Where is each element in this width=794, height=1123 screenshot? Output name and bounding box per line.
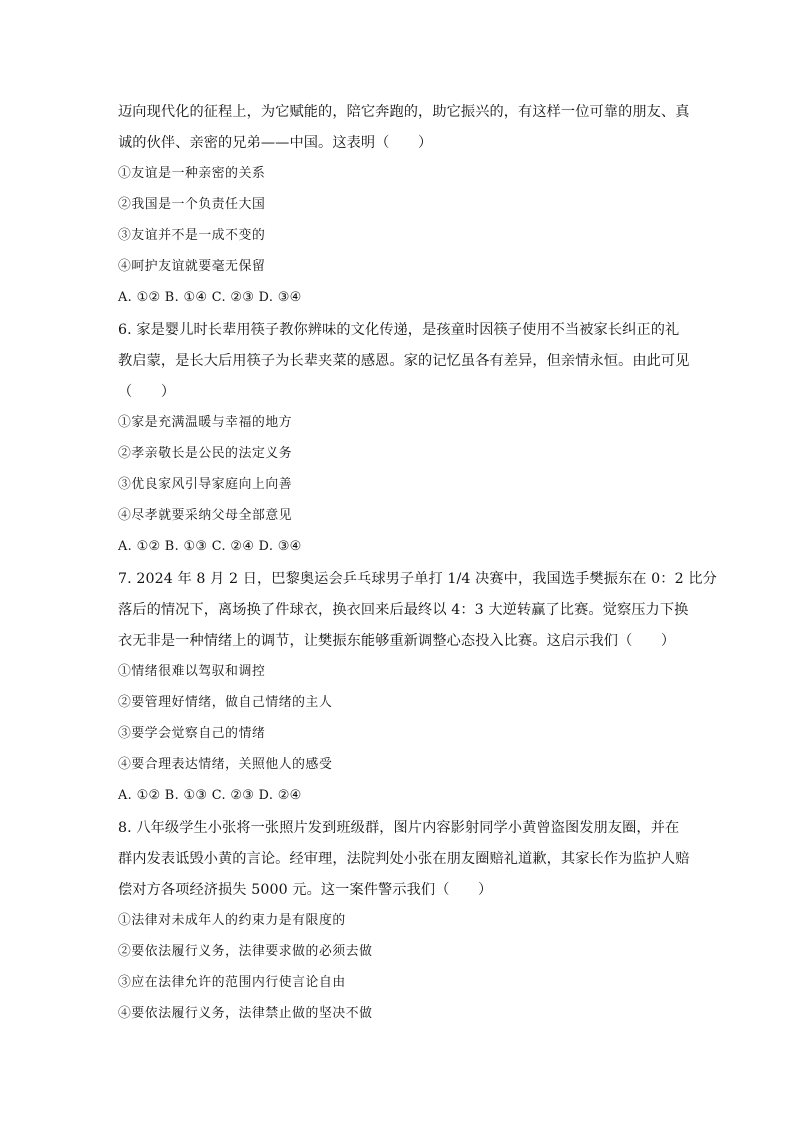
question-8-statement-3: ③应在法律允许的范围内行使言论自由: [118, 975, 346, 990]
question-5-statement-1: ①友谊是一种亲密的关系: [118, 166, 266, 181]
question-6-statement-3: ③优良家风引导家庭向上向善: [118, 477, 293, 492]
question-5-stem-line-2: 诚的伙伴、亲密的兄弟——中国。这表明（ ）: [118, 135, 433, 151]
question-6-statement-1: ①家是充满温暖与幸福的地方: [118, 415, 293, 430]
question-8-statement-2: ②要依法履行义务，法律要求做的必须去做: [118, 944, 373, 959]
question-6-answer-choices: A. ①② B. ①③ C. ②④ D. ③④: [118, 539, 302, 554]
question-7-stem-line-2: 落后的情况下，离场换了件球衣，换衣回来后最终以 4：3 大逆转赢了比赛。觉察压力下换: [118, 602, 689, 618]
question-5-answer-choices: A. ①② B. ①④ C. ②③ D. ③④: [118, 290, 302, 305]
question-6-stem-line-1: 6. 家是婴儿时长辈用筷子教你辨味的文化传递，是孩童时因筷子使用不当被家长纠正的礼: [118, 322, 680, 338]
question-7-stem-line-1: 7. 2024 年 8 月 2 日，巴黎奥运会乒乓球男子单打 1/4 决赛中，我国选手樊振东在 0：2 比分: [118, 571, 717, 587]
question-8-statement-4: ④要依法履行义务，法律禁止做的坚决不做: [118, 1006, 373, 1021]
question-7-statement-3: ③要学会觉察自己的情绪: [118, 726, 266, 741]
question-6-statement-2: ②孝亲敬长是公民的法定义务: [118, 446, 293, 461]
question-8-statement-1: ①法律对未成年人的约束力是有限度的: [118, 913, 346, 928]
question-5-statement-2: ②我国是一个负责任大国: [118, 197, 266, 212]
question-8-stem-line-1: 8. 八年级学生小张将一张照片发到班级群，图片内容影射同学小黄曾盗图发朋友圈，并在: [118, 820, 680, 836]
question-5-statement-3: ③友谊并不是一成不变的: [118, 228, 266, 243]
question-7-stem-line-3: 衣无非是一种情绪上的调节，让樊振东能够重新调整心态投入比赛。这启示我们（ ）: [118, 633, 676, 649]
question-7-answer-choices: A. ①② B. ①③ C. ②③ D. ②④: [118, 788, 302, 803]
question-7-statement-2: ②要管理好情绪，做自己情绪的主人: [118, 695, 333, 710]
question-8-stem-line-2: 群内发表诋毁小黄的言论。经审理，法院判处小张在朋友圈赔礼道歉，其家长作为监护人赔: [118, 851, 690, 867]
question-7-statement-1: ①情绪很难以驾驭和调控: [118, 664, 266, 679]
question-7-statement-4: ④要合理表达情绪，关照他人的感受: [118, 757, 333, 772]
question-5-statement-4: ④呵护友谊就要毫无保留: [118, 259, 266, 274]
question-6-stem-line-2: 教启蒙，是长大后用筷子为长辈夹菜的感恩。家的记忆虽各有差异，但亲情永恒。由此可见: [118, 353, 690, 369]
question-6-stem-line-3: （ ）: [118, 384, 176, 400]
question-5-stem-line-1: 迈向现代化的征程上，为它赋能的，陪它奔跑的，助它振兴的，有这样一位可靠的朋友、真: [118, 104, 690, 120]
question-6-statement-4: ④尽孝就要采纳父母全部意见: [118, 508, 293, 523]
question-8-stem-line-3: 偿对方各项经济损失 5000 元。这一案件警示我们（ ）: [118, 882, 493, 898]
